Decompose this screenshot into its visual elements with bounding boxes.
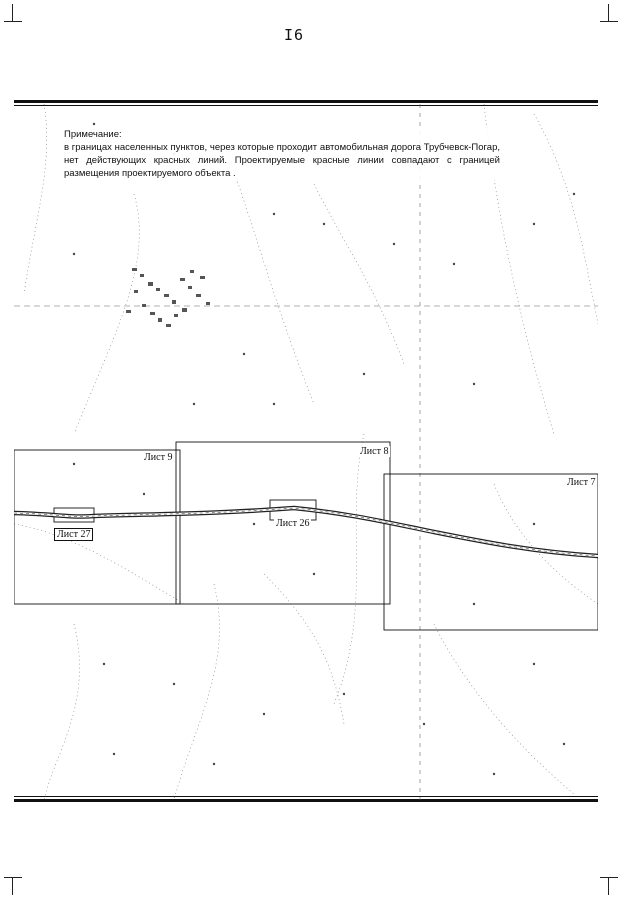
note-body: в границах населенных пунктов, через которые проходит автомобильная дорога Трубчевск-Погар, нет действующих красных линий. Проектируемые красные линии совпадают с границей размещения проектируемого объекта . [64, 142, 500, 179]
crop-mark-top-left [4, 4, 22, 22]
map-note [64, 128, 500, 180]
sheet-26-label: Лист 26 [276, 518, 310, 529]
sheet-9-frame [14, 450, 180, 604]
crop-mark-bottom-left [4, 877, 22, 895]
sheet-frames [14, 442, 598, 630]
crop-mark-top-right [600, 4, 618, 22]
map-grid [14, 104, 598, 800]
note-heading: Примечание: [64, 129, 122, 140]
survey-points [73, 123, 575, 775]
map-top-border-thick [14, 100, 598, 103]
sheet-8-label: Лист 8 [360, 446, 389, 457]
crop-mark-bottom-right [600, 877, 618, 895]
sheet-27-label: Лист 27 [54, 528, 93, 541]
contour-lines [14, 104, 598, 800]
settlement-cluster [126, 268, 210, 327]
road-trubchevsk-pogar [14, 508, 598, 556]
page-number: I6 [284, 26, 305, 44]
sheet-9-label: Лист 9 [144, 452, 173, 463]
sheet-7-label: Лист 7 [567, 477, 596, 488]
topographic-map [14, 104, 598, 800]
